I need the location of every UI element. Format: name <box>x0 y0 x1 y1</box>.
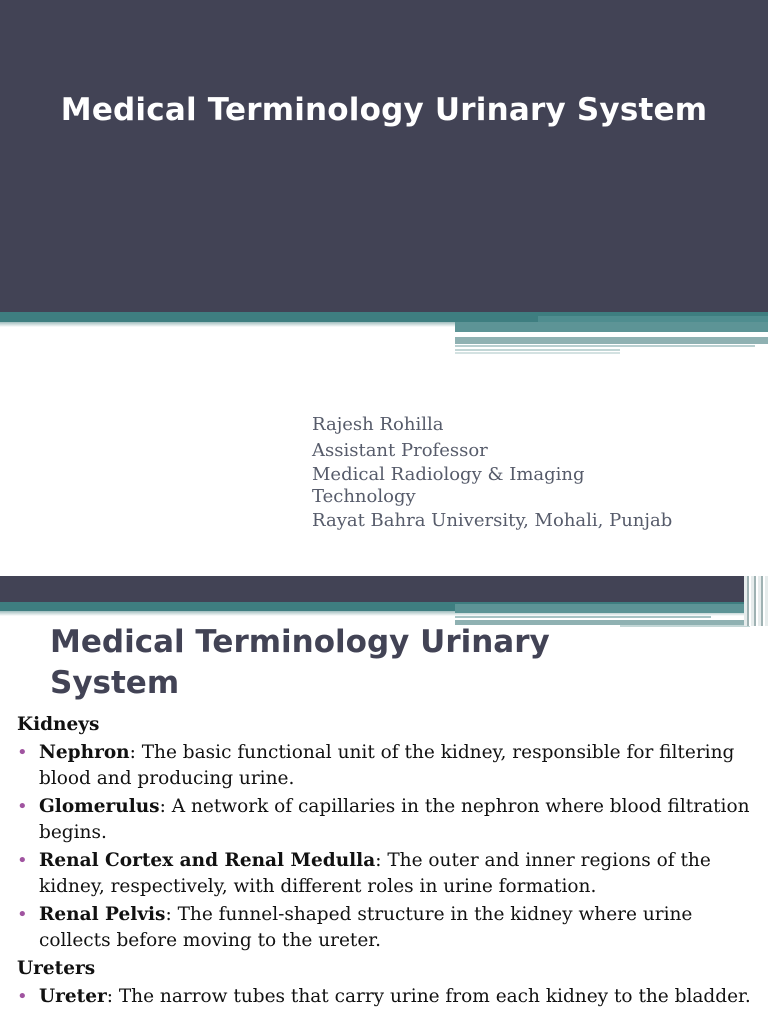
definition: : The funnel-shaped structure in the kidney where urine collects before moving to the ureter. <box>39 904 693 951</box>
term-list-kidneys <box>17 740 762 954</box>
list-item <box>17 984 762 1010</box>
slide-header-band <box>0 576 768 602</box>
decorative-stripe <box>455 337 768 344</box>
slide-header-band <box>0 0 768 312</box>
list-item <box>17 794 762 846</box>
decorative-stripe <box>455 604 768 613</box>
term: Glomerulus <box>39 796 160 817</box>
list-item <box>17 848 762 900</box>
bullet-icon: • <box>17 904 28 925</box>
definition: : The basic functional unit of the kidney, responsible for filtering blood and producing urine. <box>39 742 735 789</box>
slide-title-line: Medical Terminology Urinary <box>50 624 550 660</box>
slide-body <box>17 712 762 1012</box>
definition: : A network of capillaries in the nephron where blood filtration begins. <box>39 796 750 843</box>
term: Renal Pelvis <box>39 904 166 925</box>
decorative-stripe <box>455 322 768 332</box>
decorative-stripe <box>455 352 620 354</box>
author-department-cont: Technology <box>312 486 416 507</box>
decorative-stripe <box>455 345 755 347</box>
list-item <box>17 902 762 954</box>
decorative-stripe <box>455 349 620 351</box>
section-heading-kidneys: Kidneys <box>17 714 100 735</box>
slide-title-line: System <box>50 665 180 701</box>
term: Ureter <box>39 986 107 1007</box>
content-slide <box>0 576 768 1024</box>
decorative-stripe <box>455 334 711 336</box>
bullet-icon: • <box>17 796 28 817</box>
decorative-vertical-bars <box>744 576 768 626</box>
term: Renal Cortex and Renal Medulla <box>39 850 376 871</box>
term-list-ureters <box>17 984 762 1010</box>
author-institution: Rayat Bahra University, Mohali, Punjab <box>312 510 673 531</box>
author-position: Assistant Professor <box>312 440 488 461</box>
slide-title <box>50 622 750 704</box>
bullet-icon: • <box>17 742 28 763</box>
author-name: Rajesh Rohilla <box>312 414 444 435</box>
slide-title: Medical Terminology Urinary System <box>60 92 708 128</box>
list-item <box>17 740 762 792</box>
definition: : The narrow tubes that carry urine from each kidney to the bladder. <box>106 986 751 1007</box>
term: Nephron <box>39 742 130 763</box>
section-heading-ureters: Ureters <box>17 958 96 979</box>
author-department: Medical Radiology & Imaging <box>312 464 585 485</box>
author-block <box>312 412 752 534</box>
definition: : The outer and inner regions of the kidney, respectively, with different roles in urine formation. <box>39 850 711 897</box>
bullet-icon: • <box>17 850 28 871</box>
decorative-stripe <box>455 616 711 618</box>
bullet-icon: • <box>17 986 28 1007</box>
